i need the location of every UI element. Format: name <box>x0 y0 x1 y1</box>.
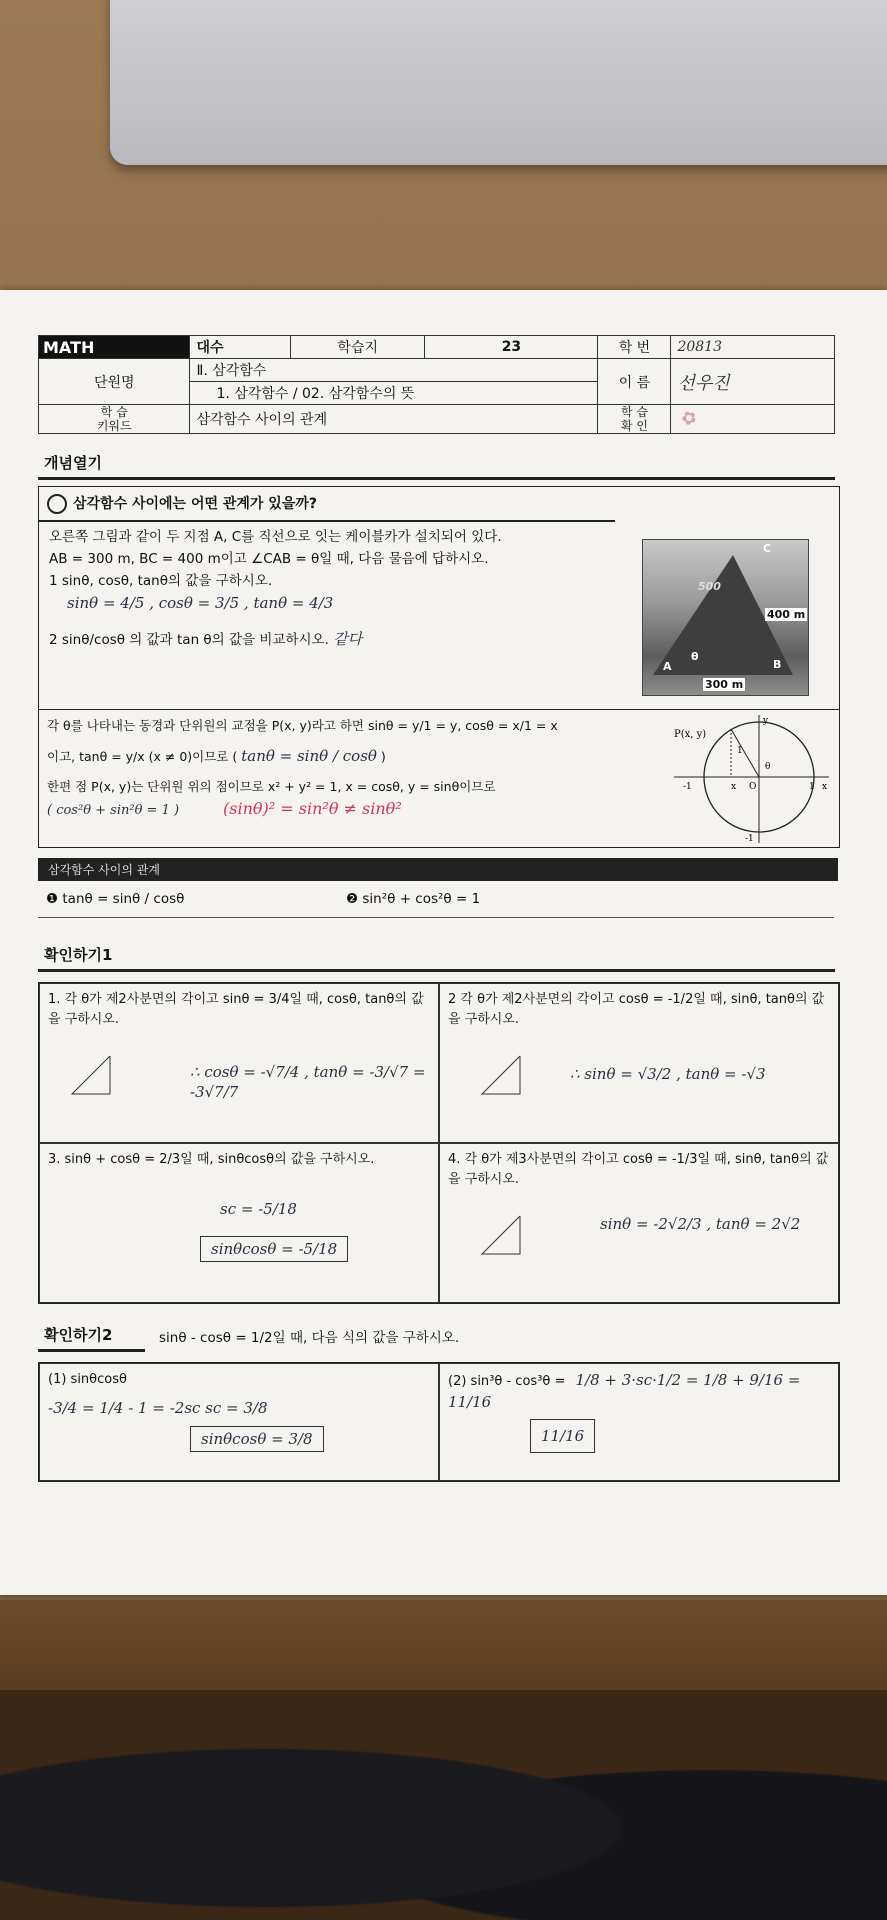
label-axis-x: x <box>822 782 828 792</box>
triangle-sketch-4 <box>480 1214 530 1264</box>
label-r1: 1 <box>737 746 743 756</box>
unit-circle-diagram <box>669 715 834 845</box>
p1-answer: ∴ cosθ = -√7/4 , tanθ = -3/√7 = -3√7/7 <box>190 1063 426 1101</box>
label-y: y <box>763 716 769 726</box>
unit-circle-block <box>47 715 657 822</box>
red-note: (sinθ)² = sin²θ ≠ sinθ² <box>223 799 402 818</box>
relation-formulas <box>38 881 834 918</box>
intro-block <box>39 522 639 655</box>
check2-grid <box>38 1362 840 1482</box>
formula-1: ❶ tanθ = sinθ / cosθ <box>46 891 185 907</box>
check2-problem-1 <box>39 1363 439 1481</box>
circle-answer: ( cos²θ + sin²θ = 1 ) <box>47 803 180 818</box>
intro-text: 오른쪽 그림과 같이 두 지점 A, C를 직선으로 잇는 케이블카가 설치되어 있다. <box>49 529 502 545</box>
keyword-label: 학 습 키워드 <box>39 405 190 434</box>
label-x: x <box>731 782 737 792</box>
cablecar-photo <box>642 539 809 696</box>
circle-answer-row <box>47 798 657 822</box>
c2p2-boxed-answer: 11/16 <box>530 1419 595 1453</box>
label-500: 500 <box>698 580 721 593</box>
tan-text: 이고, tanθ = y/x (x ≠ 0)이므로 ( <box>47 749 238 764</box>
check1-problem-2 <box>439 983 839 1143</box>
label-300m: 300 m <box>705 678 744 691</box>
label-b: B <box>773 658 782 671</box>
student-id-label: 학 번 <box>598 336 671 359</box>
p4-answer: sinθ = -2√2/3 , tanθ = 2√2 <box>600 1215 801 1233</box>
q1-text: 1 sinθ, cosθ, tanθ의 값을 구하시오. <box>49 573 273 589</box>
p2-answer: ∴ sinθ = √3/2 , tanθ = -√3 <box>570 1065 766 1083</box>
math-badge: MATH <box>39 336 190 359</box>
label-theta: θ <box>691 650 699 663</box>
c2p1-boxed-answer: sinθcosθ = 3/8 <box>190 1426 324 1452</box>
label-c: C <box>763 542 772 555</box>
label-neg1: -1 <box>683 782 692 792</box>
unit-label: 단원명 <box>39 359 190 405</box>
worksheet-number: 23 <box>425 336 598 359</box>
circle-text: 한편 점 P(x, y)는 단위원 위의 점이므로 x² + y² = 1, x = cosθ, y = sinθ이므로 <box>47 779 496 794</box>
student-id: 20813 <box>671 336 835 359</box>
p2-text: 2 각 θ가 제2사분면의 각이고 cosθ = -1/2일 때, sinθ, tanθ의 값을 구하시오. <box>448 992 825 1027</box>
question-text: 삼각함수 사이에는 어떤 관계가 있을까? <box>73 496 318 512</box>
p1-text: 1. 각 θ가 제2사분면의 각이고 sinθ = 3/4일 때, cosθ, tanθ의 값을 구하시오. <box>48 992 424 1027</box>
p3-boxed-answer: sinθcosθ = -5/18 <box>200 1236 348 1262</box>
p4-text: 4. 각 θ가 제3사분면의 각이고 cosθ = -1/3일 때, sinθ, tanθ의 값을 구하시오. <box>448 1152 829 1187</box>
check1-title: 확인하기1 <box>38 940 835 972</box>
teacher-stamp: ✿ <box>677 405 701 432</box>
unit-chapter: Ⅱ. 삼각함수 <box>190 359 598 382</box>
concept-box <box>38 486 840 848</box>
confirm-label: 학 습 확 인 <box>598 405 671 434</box>
label-a: A <box>663 660 672 673</box>
divider <box>39 709 839 710</box>
worksheet-paper <box>0 290 887 1595</box>
tan-answer: tanθ = sinθ / cosθ <box>241 747 377 765</box>
keyword-value: 삼각함수 사이의 관계 <box>190 405 598 434</box>
label-angle: θ <box>765 762 771 772</box>
check1-grid <box>38 982 840 1304</box>
triangle-sketch-1 <box>70 1054 120 1104</box>
c2p1-work: -3/4 = 1/4 - 1 = -2sc sc = 3/8 <box>48 1399 268 1417</box>
q2-row <box>49 628 629 651</box>
question-title <box>39 487 615 522</box>
desk-edge <box>0 1600 887 1690</box>
worksheet-label: 학습지 <box>291 336 425 359</box>
laptop <box>110 0 887 165</box>
relation-banner: 삼각함수 사이의 관계 <box>38 858 838 881</box>
p3-answer: sc = -5/18 <box>220 1200 297 1218</box>
check1-problem-3 <box>39 1143 439 1303</box>
triangle-sketch-2 <box>480 1054 530 1104</box>
given-text: AB = 300 m, BC = 400 m이고 ∠CAB = θ일 때, 다음 물음에 답하시오. <box>49 551 489 567</box>
label-400m: 400 m <box>767 608 806 621</box>
label-o: O <box>749 782 757 792</box>
lightbulb-icon <box>47 494 67 514</box>
section-open-title: 개념열기 <box>38 448 835 480</box>
check2-header <box>38 1320 848 1352</box>
subject: 대수 <box>190 336 291 359</box>
c2p2-text: (2) sin³θ - cos³θ = <box>448 1374 566 1389</box>
student-name: 선우진 <box>671 359 835 405</box>
legs <box>0 1690 887 1920</box>
q2-answer: 같다 <box>333 630 363 648</box>
check2-condition: sinθ - cosθ = 1/2일 때, 다음 식의 값을 구하시오. <box>159 1330 460 1346</box>
name-label: 이 름 <box>598 359 671 405</box>
formula-2: ❷ sin²θ + cos²θ = 1 <box>346 891 481 907</box>
c2p1-text: (1) sinθcosθ <box>48 1372 127 1387</box>
label-p: P(x, y) <box>674 729 707 740</box>
check1-problem-4 <box>439 1143 839 1303</box>
c2p2-work: 1/8 + 3·sc·1/2 = 1/8 + 9/16 = 11/16 <box>448 1371 801 1411</box>
check2-title: 확인하기2 <box>38 1320 145 1352</box>
q2-text: 2 sinθ/cosθ 의 값과 tan θ의 값을 비교하시오. <box>49 632 329 648</box>
tan-row: 이고, tanθ = y/x (x ≠ 0)이므로 ( tanθ = sinθ / cosθ ) <box>47 747 386 765</box>
unit-section: 1. 삼각함수 / 02. 삼각함수의 뜻 <box>190 382 598 405</box>
unit-circle-text: 각 θ를 나타내는 동경과 단위원의 교점을 P(x, y)라고 하면 sinθ = y/1 = y, cosθ = x/1 = x <box>47 718 558 733</box>
label-neg1-y: -1 <box>745 834 754 844</box>
p3-text: 3. sinθ + cosθ = 2/3일 때, sinθcosθ의 값을 구하시오. <box>48 1152 375 1167</box>
label-pos1: 1 <box>809 782 815 792</box>
check2-problem-2 <box>439 1363 839 1481</box>
check1-problem-1 <box>39 983 439 1143</box>
worksheet <box>38 335 848 1482</box>
q1-answer: sinθ = 4/5 , cosθ = 3/5 , tanθ = 4/3 <box>67 594 334 612</box>
